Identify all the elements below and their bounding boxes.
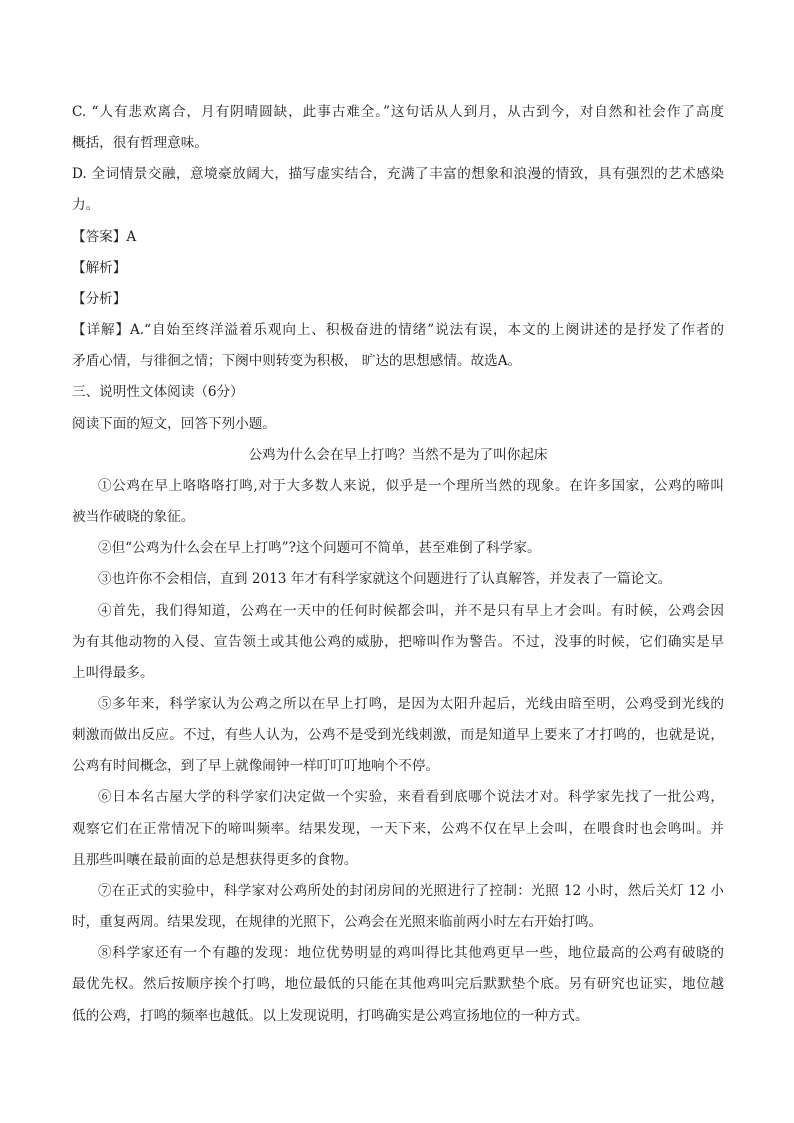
detail-line: 【详解】A.“自始至终洋溢着乐观向上、积极奋进的情绪”说法有误，本文的上阕讲述的是抒发了作者的 [72, 322, 724, 339]
article-paragraph-6 [72, 782, 724, 875]
document-page [72, 97, 724, 1032]
option-c-line: C. “人有悲欢离合，月有阴晴圆缺，此事古难全。”这句话从人到月，从古到今，对自然和社会作了高度 [72, 104, 724, 120]
paragraph-line: ②但“公鸡为什么会在早上打鸣”?这个问题可不简单，甚至难倒了科学家。 [98, 540, 541, 557]
paragraph-line: ⑧科学家还有一个有趣的发现：地位优势明显的鸡叫得比其他鸡更早一些，地位最高的公鸡有破晓的 [98, 945, 724, 962]
article-paragraph-8 [72, 938, 724, 1031]
paragraph-line: ⑤多年来，科学家认为公鸡之所以在早上打鸣，是因为太阳升起后，光线由暗至明，公鸡受到光线的 [98, 695, 724, 712]
paragraph-line: 观察它们在正常情况下的啼叫频率。结果发现，一天下来，公鸡不仅在早上会叫，在喂食时也会鸣叫。并 [72, 820, 724, 837]
section-instruction: 阅读下面的短文，回答下列小题。 [72, 415, 276, 432]
fenxi-label: 【分析】 [72, 290, 127, 307]
option-c-line: 概括，很有哲理意味。 [72, 135, 208, 152]
paragraph-line: 上叫得最多。 [72, 664, 154, 681]
paragraph-line: 最优先权。然后按顺序挨个打鸣，地位最低的只能在其他鸡叫完后默默垫个底。另有研究也证实，地位越 [72, 976, 724, 993]
paragraph-line: 刺激而做出反应。不过，有些人认为，公鸡不是受到光线刺激，而是知道早上要来了才打鸣的，也就是说， [72, 727, 724, 744]
paragraph-line: 公鸡有时间概念，到了早上就像闹钟一样叮叮叮地响个不停。 [72, 758, 440, 775]
paragraph-line: 为有其他动物的入侵、宣告领土或其他公鸡的威胁，把啼叫作为警告。不过，没事的时候，它们确实是早 [72, 633, 724, 650]
article-title: 公鸡为什么会在早上打鸣？当然不是为了叫你起床 [248, 446, 548, 463]
option-d-line: 力。 [72, 197, 100, 214]
paragraph-line: ④首先，我们得知道，公鸡在一天中的任何时候都会叫，并不是只有早上才会叫。有时候，公鸡会因 [98, 602, 724, 619]
section-title: 三、说明性文体阅读（6分） [72, 384, 244, 401]
article-paragraph-4 [72, 596, 724, 689]
analysis-label: 【解析】 [72, 259, 127, 276]
paragraph-line: 时，重复两周。结果发现，在规律的光照下，公鸡会在光照来临前两小时左右开始打鸣。 [72, 914, 603, 931]
article-paragraph-2 [72, 533, 724, 564]
article-paragraph-1 [72, 471, 724, 533]
paragraph-line: 且那些叫嚷在最前面的总是想获得更多的食物。 [72, 851, 358, 868]
paragraph-line: ⑦在正式的实验中，科学家对公鸡所处的封闭房间的光照进行了控制：光照 12 小时，然后关灯 12 小 [98, 882, 724, 899]
paragraph-line: ⑥日本名古屋大学的科学家们决定做一个实验，来看看到底哪个说法才对。科学家先找了一批公鸡， [98, 789, 724, 806]
article-paragraph-7 [72, 876, 724, 938]
detail-line: 矛盾心情，与徘徊之情；下阕中则转变为积极， 旷达的思想感情。故选A。 [72, 353, 522, 370]
article-paragraph-3 [72, 564, 724, 595]
answer-label: 【答案】A [72, 228, 137, 245]
paragraph-line: ①公鸡在早上咯咯咯打鸣,对于大多数人来说，似乎是一个理所当然的现象。在许多国家，公鸡的啼叫 [98, 477, 724, 494]
paragraph-line: 被当作破晓的象征。 [72, 509, 195, 526]
article-paragraph-5 [72, 689, 724, 782]
paragraph-line: ③也许你不会相信，直到 2013 年才有科学家就这个问题进行了认真解答，并发表了一篇论文。 [98, 571, 672, 588]
paragraph-line: 低的公鸡，打鸣的频率也越低。以上发现说明，打鸣确实是公鸡宣扬地位的一种方式。 [72, 1007, 589, 1024]
option-d-line: D. 全词情景交融，意境豪放阔大，描写虚实结合，充满了丰富的想象和浪漫的情致，具有强烈的艺术感染 [72, 166, 724, 183]
